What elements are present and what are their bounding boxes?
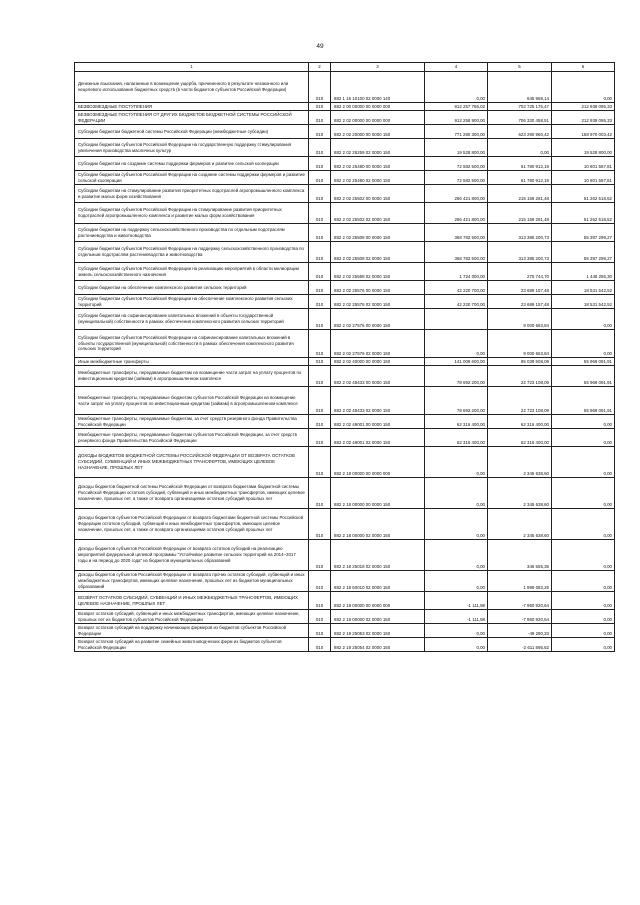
row-kbk-cell: 882 2 18 00000 00 0000 000: [331, 447, 425, 478]
row-kbk-cell: 882 2 02 27576 00 0000 150: [331, 309, 425, 330]
row-kbk-cell: 882 2 18 00000 02 0000 150: [331, 509, 425, 540]
row-plan-cell: 266 421 800,00: [425, 203, 488, 224]
row-name-cell: Субсидии бюджетам субъектов Российской Федерации на обеспечение комплексного развития сельских территорий: [75, 295, 309, 309]
row-kbk-cell: 882 2 02 25259 02 0000 150: [331, 139, 425, 157]
row-remain-cell: 0,00: [552, 72, 615, 103]
table-row: [75, 203, 615, 224]
table-row: [75, 171, 615, 185]
row-plan-cell: 1 724 000,00: [425, 263, 488, 281]
header-cell: 3: [331, 63, 425, 72]
row-plan-cell: 72 582 500,00: [425, 171, 488, 185]
row-remain-cell: 0,00: [552, 415, 615, 429]
row-kbk-cell: 882 2 02 25508 02 0000 150: [331, 242, 425, 263]
row-code-cell: 010: [309, 111, 331, 125]
row-kbk-cell: 882 2 02 25568 02 0000 150: [331, 263, 425, 281]
table-row: [75, 478, 615, 509]
row-name-cell: Субсидии бюджетам субъектов Российской Федерации на государственную поддержку стимулирования увеличения производства масличных культур: [75, 139, 309, 157]
table-row: [75, 185, 615, 203]
row-remain-cell: 55 397 299,27: [552, 242, 615, 263]
row-name-cell: Субсидии бюджетам субъектов Российской Федерации на создание системы поддержки фермеров и развитие сельской кооперации: [75, 171, 309, 185]
row-plan-cell: 62 316 400,00: [425, 415, 488, 429]
row-code-cell: 010: [309, 387, 331, 415]
row-name-cell: Субсидии бюджетам на поддержку сельскохозяйственного производства по отдельным подотраслям растениеводства и животноводства: [75, 224, 309, 242]
row-code-cell: 010: [309, 185, 331, 203]
row-name-cell: Субсидии бюджетам на стимулирование развития приоритетных подотраслей агропромышленного комплекса и развитие малых форм хозяйствования: [75, 185, 309, 203]
table-row: [75, 415, 615, 429]
row-name-cell: Доходы бюджетов субъектов Российской Федерации от возврата прочих остатков субсидий, субвенций и иных межбюджетных трансфертов, имеющих целевое назначение, прошлых лет из бюджетов муниципальных образований: [75, 571, 309, 592]
row-remain-cell: 158 970 003,42: [552, 125, 615, 139]
row-code-cell: 010: [309, 171, 331, 185]
row-kbk-cell: 882 2 18 00000 00 0000 150: [331, 478, 425, 509]
row-kbk-cell: 882 2 02 25480 02 0000 150: [331, 171, 425, 185]
row-kbk-cell: 882 2 19 00000 02 0000 150: [331, 610, 425, 624]
row-kbk-cell: 882 2 19 25053 02 0000 150: [331, 624, 425, 638]
row-exec-cell: 313 385 200,73: [488, 242, 552, 263]
header-cell: 6: [552, 63, 615, 72]
budget-table: [74, 62, 615, 652]
row-exec-cell: 0,00: [488, 139, 552, 157]
row-plan-cell: 912 257 786,02: [425, 103, 488, 111]
row-remain-cell: 0,00: [552, 540, 615, 571]
row-name-cell: Субсидии бюджетам субъектов Российской Федерации на софинансирование капитальных вложений в объекты государственной (муниципальной) собственности в рамках обеспечения комплексного развития сельских территорий: [75, 330, 309, 358]
row-name-cell: Возврат остатков субсидий, субвенций и иных межбюджетных трансфертов, имеющих целевое назначение, прошлых лет из бюджетов субъектов Российской Федерации: [75, 610, 309, 624]
table-row: [75, 125, 615, 139]
table-row: [75, 242, 615, 263]
row-plan-cell: 62 316 400,00: [425, 429, 488, 447]
table-row: [75, 224, 615, 242]
row-name-cell: ДОХОДЫ БЮДЖЕТОВ БЮДЖЕТНОЙ СИСТЕМЫ РОССИЙСКОЙ ФЕДЕРАЦИИ ОТ ВОЗВРАТА ОСТАТКОВ СУБСИДИЙ, СУБВЕНЦИЙ И ИНЫХ МЕЖБЮДЖЕТНЫХ ТРАНСФЕРТОВ, ИМЕЮЩИХ ЦЕЛЕВОЕ НАЗНАЧЕНИЕ, ПРОШЛЫХ ЛЕТ: [75, 447, 309, 478]
row-code-cell: 010: [309, 571, 331, 592]
row-name-cell: Межбюджетные трансферты, передаваемые бюджетам субъектов Российской Федерации на возмещение части затрат на уплату процентов по инвестиционным кредитам (займам) в агропромышленном комплексе: [75, 387, 309, 415]
row-plan-cell: 0,00: [425, 509, 488, 540]
table-row: [75, 358, 615, 366]
row-remain-cell: 55 969 091,91: [552, 358, 615, 366]
row-kbk-cell: 882 2 02 27576 02 0000 150: [331, 330, 425, 358]
table-row: [75, 571, 615, 592]
row-exec-cell: 61 780 912,19: [488, 157, 552, 171]
row-exec-cell: 623 290 960,42: [488, 125, 552, 139]
row-remain-cell: 0,00: [552, 571, 615, 592]
row-name-cell: Субсидии бюджетам субъектов Российской Федерации на реализацию мероприятий в области мелиорации земель сельскохозяйственного назначения: [75, 263, 309, 281]
header-cell: 4: [425, 63, 488, 72]
row-code-cell: 010: [309, 592, 331, 610]
table-row: [75, 111, 615, 125]
row-code-cell: 010: [309, 624, 331, 638]
row-plan-cell: 19 528 800,00: [425, 139, 488, 157]
table-row: [75, 139, 615, 157]
row-exec-cell: 2 345 638,60: [488, 509, 552, 540]
row-plan-cell: 368 782 500,00: [425, 242, 488, 263]
row-name-cell: Денежные взыскания, налагаемые в возмещение ущерба, причиненного в результате незаконного или нецелевого использования бюджетных средств (в части бюджетов субъектов Российской Федерации): [75, 72, 309, 103]
row-remain-cell: 18 531 542,52: [552, 281, 615, 295]
row-remain-cell: 55 969 091,91: [552, 387, 615, 415]
row-remain-cell: 0,00: [552, 447, 615, 478]
row-name-cell: БЕЗВОЗМЕЗДНЫЕ ПОСТУПЛЕНИЯ ОТ ДРУГИХ БЮДЖЕТОВ БЮДЖЕТНОЙ СИСТЕМЫ РОССИЙСКОЙ ФЕДЕРАЦИИ: [75, 111, 309, 125]
row-remain-cell: 1 448 255,30: [552, 263, 615, 281]
row-kbk-cell: 882 2 00 00000 00 0000 000: [331, 103, 425, 111]
row-kbk-cell: 882 1 16 10100 02 0000 140: [331, 72, 425, 103]
row-plan-cell: 0,00: [425, 330, 488, 358]
row-code-cell: 010: [309, 281, 331, 295]
row-plan-cell: 368 782 500,00: [425, 224, 488, 242]
row-exec-cell: 23 689 157,48: [488, 281, 552, 295]
row-code-cell: 010: [309, 139, 331, 157]
row-remain-cell: 0,00: [552, 429, 615, 447]
row-kbk-cell: 882 2 02 45433 00 0000 150: [331, 366, 425, 387]
row-kbk-cell: 882 2 02 49001 02 0000 150: [331, 429, 425, 447]
row-exec-cell: -7 950 920,64: [488, 592, 552, 610]
row-remain-cell: 0,00: [552, 330, 615, 358]
row-kbk-cell: 882 2 02 25508 00 0000 150: [331, 224, 425, 242]
row-exec-cell: -2 611 595,62: [488, 638, 552, 652]
row-name-cell: БЕЗВОЗМЕЗДНЫЕ ПОСТУПЛЕНИЯ: [75, 103, 309, 111]
table-row: [75, 103, 615, 111]
row-exec-cell: 645 969,14: [488, 72, 552, 103]
row-plan-cell: [425, 309, 488, 330]
table-row: [75, 309, 615, 330]
row-kbk-cell: 882 2 02 25576 02 0000 150: [331, 295, 425, 309]
row-remain-cell: 10 801 587,81: [552, 171, 615, 185]
table-row: [75, 429, 615, 447]
row-plan-cell: 72 582 500,00: [425, 157, 488, 171]
row-name-cell: ВОЗВРАТ ОСТАТКОВ СУБСИДИЙ, СУБВЕНЦИЙ И ИНЫХ МЕЖБЮДЖЕТНЫХ ТРАНСФЕРТОВ, ИМЕЮЩИХ ЦЕЛЕВОЕ НАЗНАЧЕНИЕ, ПРОШЛЫХ ЛЕТ: [75, 592, 309, 610]
row-exec-cell: 215 159 281,48: [488, 185, 552, 203]
table-row: [75, 624, 615, 638]
row-plan-cell: 912 258 900,00: [425, 111, 488, 125]
row-plan-cell: 771 280 300,00: [425, 125, 488, 139]
row-code-cell: 010: [309, 540, 331, 571]
row-name-cell: Субсидии бюджетам на софинансирование капитальных вложений в объекты государственной (муниципальной) собственности в рамках обеспечения комплексного развития сельских территорий: [75, 309, 309, 330]
row-remain-cell: 51 262 518,52: [552, 203, 615, 224]
table-row: [75, 610, 615, 624]
row-code-cell: 010: [309, 509, 331, 540]
row-kbk-cell: 882 2 19 25054 02 0000 150: [331, 638, 425, 652]
row-remain-cell: 51 262 518,52: [552, 185, 615, 203]
table-row: [75, 295, 615, 309]
table-row: [75, 366, 615, 387]
row-code-cell: 010: [309, 203, 331, 224]
row-exec-cell: 2 345 638,60: [488, 478, 552, 509]
table-row: [75, 509, 615, 540]
row-plan-cell: 0,00: [425, 624, 488, 638]
row-plan-cell: 141 008 600,00: [425, 358, 488, 366]
row-code-cell: 010: [309, 103, 331, 111]
row-remain-cell: 0,00: [552, 509, 615, 540]
row-plan-cell: -1 111,98: [425, 592, 488, 610]
row-kbk-cell: 882 2 02 00000 00 0000 000: [331, 111, 425, 125]
row-code-cell: 010: [309, 610, 331, 624]
row-remain-cell: 0,00: [552, 638, 615, 652]
row-kbk-cell: 882 2 02 25480 00 0000 150: [331, 157, 425, 171]
row-kbk-cell: 882 2 19 00000 00 0000 000: [331, 592, 425, 610]
table-row: [75, 72, 615, 103]
row-code-cell: 010: [309, 429, 331, 447]
table-row: [75, 281, 615, 295]
row-code-cell: 010: [309, 366, 331, 387]
row-code-cell: 010: [309, 638, 331, 652]
row-exec-cell: -7 950 920,64: [488, 610, 552, 624]
table-row: [75, 592, 615, 610]
row-name-cell: Возврат остатков субсидий на развитие семейных животноводческих ферм из бюджетов субъектов Российской Федерации: [75, 638, 309, 652]
table-row: [75, 263, 615, 281]
row-code-cell: 010: [309, 242, 331, 263]
row-kbk-cell: 882 2 02 45433 02 0000 150: [331, 387, 425, 415]
row-name-cell: Субсидии бюджетам на обеспечение комплексного развития сельских территорий: [75, 281, 309, 295]
row-exec-cell: 62 316 400,00: [488, 415, 552, 429]
row-remain-cell: 0,00: [552, 478, 615, 509]
row-remain-cell: 212 939 095,33: [552, 111, 615, 125]
row-exec-cell: -49 290,33: [488, 624, 552, 638]
row-name-cell: Доходы бюджетов субъектов Российской Федерации от возврата остатков субсидий на реализацию мероприятий федеральной целевой программы "Устойчивое развитие сельских территорий на 2014–2017 годы и на период до 2020 года" из бюджетов муниципальных образований: [75, 540, 309, 571]
row-code-cell: 010: [309, 72, 331, 103]
row-code-cell: 010: [309, 295, 331, 309]
row-name-cell: Межбюджетные трансферты, передаваемые бюджетам на возмещение части затрат на уплату процентов по инвестиционным кредитам (займам) в агропромышленном комплексе: [75, 366, 309, 387]
table-row: [75, 540, 615, 571]
row-plan-cell: 42 220 700,00: [425, 281, 488, 295]
row-exec-cell: 23 689 157,48: [488, 295, 552, 309]
row-kbk-cell: 882 2 02 25502 02 0000 150: [331, 203, 425, 224]
row-exec-cell: 275 744,70: [488, 263, 552, 281]
row-plan-cell: 0,00: [425, 540, 488, 571]
header-cell: 2: [309, 63, 331, 72]
header-cell: 1: [75, 63, 309, 72]
row-remain-cell: 55 969 091,91: [552, 366, 615, 387]
row-kbk-cell: 882 2 02 25576 00 0000 150: [331, 281, 425, 295]
row-name-cell: Доходы бюджетов бюджетной системы Российской Федерации от возврата бюджетами бюджетной системы Российской Федерации остатков субсидий, субвенций и иных межбюджетных трансфертов, имеющих целевое назначение, прошлых лет, а также от возврата организациями остатков субсидий прошлых лет: [75, 478, 309, 509]
header-row: [75, 63, 615, 72]
row-exec-cell: 706 330 458,51: [488, 111, 552, 125]
row-code-cell: 010: [309, 447, 331, 478]
table-row: [75, 157, 615, 171]
row-code-cell: 010: [309, 358, 331, 366]
row-plan-cell: 42 220 700,00: [425, 295, 488, 309]
row-plan-cell: 0,00: [425, 638, 488, 652]
row-kbk-cell: 882 2 18 25018 02 0000 150: [331, 540, 425, 571]
row-plan-cell: 0,00: [425, 478, 488, 509]
row-exec-cell: 2 345 638,60: [488, 447, 552, 478]
row-kbk-cell: 882 2 02 25502 00 0000 150: [331, 185, 425, 203]
row-kbk-cell: 882 2 02 20000 00 0000 150: [331, 125, 425, 139]
row-remain-cell: 55 397 299,27: [552, 224, 615, 242]
row-remain-cell: 19 528 800,00: [552, 139, 615, 157]
row-exec-cell: 346 555,35: [488, 540, 552, 571]
row-remain-cell: 0,00: [552, 624, 615, 638]
row-kbk-cell: 882 2 02 40000 00 0000 150: [331, 358, 425, 366]
row-kbk-cell: 882 2 02 49001 00 0000 150: [331, 415, 425, 429]
row-code-cell: 010: [309, 263, 331, 281]
header-cell: 5: [488, 63, 552, 72]
row-remain-cell: 212 939 095,33: [552, 103, 615, 111]
row-code-cell: 010: [309, 309, 331, 330]
row-code-cell: 010: [309, 125, 331, 139]
table-row: [75, 447, 615, 478]
row-plan-cell: 266 421 800,00: [425, 185, 488, 203]
row-remain-cell: 10 801 587,81: [552, 157, 615, 171]
row-exec-cell: 85 039 508,09: [488, 358, 552, 366]
row-name-cell: Субсидии бюджетам субъектов Российской Федерации на стимулирование развития приоритетных подотраслей агропромышленного комплекса и развитие малых форм хозяйствования: [75, 203, 309, 224]
row-code-cell: 010: [309, 478, 331, 509]
row-plan-cell: 78 692 200,00: [425, 387, 488, 415]
row-remain-cell: 0,00: [552, 592, 615, 610]
table-row: [75, 387, 615, 415]
table-row: [75, 330, 615, 358]
row-code-cell: 010: [309, 415, 331, 429]
row-name-cell: Возврат остатков субсидий на поддержку начинающих фермеров из бюджетов субъектов Российской Федерации: [75, 624, 309, 638]
row-plan-cell: 0,00: [425, 447, 488, 478]
row-name-cell: Межбюджетные трансферты, передаваемые бюджетам субъектов Российской Федерации, за счет средств резервного фонда Правительства Российской Федерации: [75, 429, 309, 447]
row-exec-cell: 62 316 400,00: [488, 429, 552, 447]
row-exec-cell: 1 999 083,25: [488, 571, 552, 592]
row-remain-cell: 18 531 542,52: [552, 295, 615, 309]
row-exec-cell: 9 000 663,84: [488, 330, 552, 358]
row-code-cell: 010: [309, 330, 331, 358]
row-exec-cell: 61 780 912,19: [488, 171, 552, 185]
row-plan-cell: -1 111,98: [425, 610, 488, 624]
row-exec-cell: 22 723 108,09: [488, 366, 552, 387]
row-exec-cell: 215 159 281,48: [488, 203, 552, 224]
page-number: 49: [316, 43, 324, 50]
row-remain-cell: 0,00: [552, 309, 615, 330]
row-exec-cell: 9 000 663,84: [488, 309, 552, 330]
row-name-cell: Межбюджетные трансферты, передаваемые бюджетам, за счет средств резервного фонда Правительства Российской Федерации: [75, 415, 309, 429]
row-code-cell: 010: [309, 157, 331, 171]
row-plan-cell: 78 692 200,00: [425, 366, 488, 387]
row-name-cell: Иные межбюджетные трансферты: [75, 358, 309, 366]
row-name-cell: Субсидии бюджетам бюджетной системы Российской Федерации (межбюджетные субсидии): [75, 125, 309, 139]
row-remain-cell: 0,00: [552, 610, 615, 624]
row-name-cell: Субсидии бюджетам субъектов Российской Федерации на поддержку сельскохозяйственного производства по отдельным подотраслям растениеводства и животноводства: [75, 242, 309, 263]
row-exec-cell: 22 723 108,09: [488, 387, 552, 415]
row-exec-cell: 702 725 176,47: [488, 103, 552, 111]
row-exec-cell: 313 385 200,73: [488, 224, 552, 242]
row-kbk-cell: 882 2 18 60010 02 0000 150: [331, 571, 425, 592]
table-row: [75, 638, 615, 652]
row-name-cell: Субсидии бюджетам на создание системы поддержки фермеров и развитие сельской кооперации: [75, 157, 309, 171]
row-plan-cell: 0,00: [425, 72, 488, 103]
row-code-cell: 010: [309, 224, 331, 242]
row-name-cell: Доходы бюджетов субъектов Российской Федерации от возврата бюджетами бюджетной системы Российской Федерации остатков субсидий, субвенций и иных межбюджетных трансфертов, имеющих целевое назначение, прошлых лет, а также от возврата организациями остатков субсидий прошлых лет: [75, 509, 309, 540]
row-plan-cell: 0,00: [425, 571, 488, 592]
